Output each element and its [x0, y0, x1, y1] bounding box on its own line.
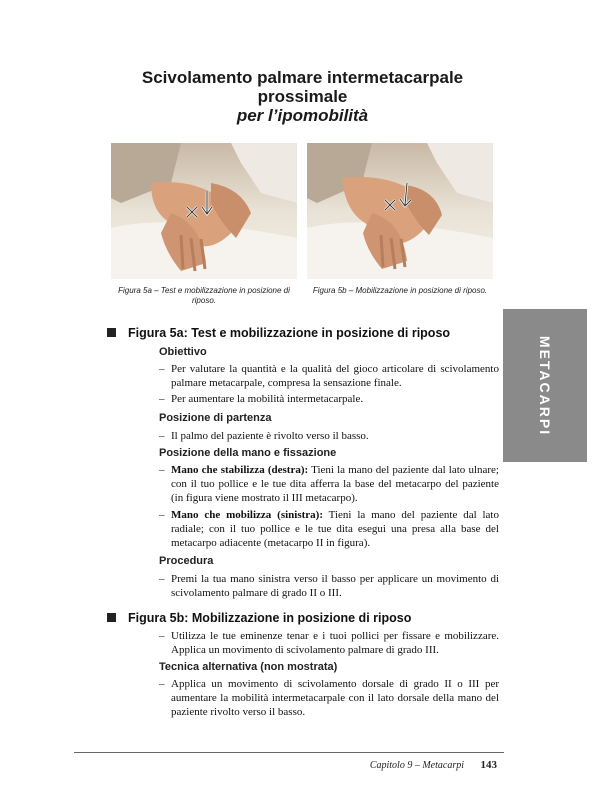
partenza-heading: Posizione di partenza [159, 412, 272, 424]
stabilizza-text: Tieni la mano del paziente dal lato ulnare; con il tuo pollice e le tue dita afferra la base del metacarpo del paziente (in figura viene mostrato il III metacarpo). [171, 464, 499, 504]
figure-5a-photo [111, 143, 297, 279]
mobilizza-lead: Mano che mobilizza (sinistra): [171, 509, 323, 521]
mobilizza-text: Tieni la mano del paziente dal lato radiale; con il tuo pollice e le tue dita esegui una presa alla base del metacarpo adiacente (metacarpo II in figura). [171, 509, 499, 549]
list-item: – Mano che mobilizza (sinistra): Tieni la mano del paziente dal lato radiale; con il tuo pollice e le tue dita esegui una presa alla base del metacarpo adiacente (metacarpo II in figura). [159, 509, 499, 549]
list-item: – Applica un movimento di scivolamento dorsale di grado II o III per aumentare la mobilità intermetacarpale con il lato dorsale della mano del paziente rivolto verso il basso. [159, 678, 499, 718]
obiettivo-heading: Obiettivo [159, 346, 207, 358]
page-title [0, 68, 605, 125]
page-footer [370, 759, 497, 771]
side-tab-label: METACARPI [537, 335, 553, 436]
list-item: – Premi la tua mano sinistra verso il basso per applicare un movimento di scivolamento palmare di grado II o III. [159, 573, 499, 599]
figure-5b-caption: Figura 5b – Mobilizzazione in posizione di riposo. [312, 286, 488, 295]
list-item: – Mano che stabilizza (destra): Tieni la mano del paziente dal lato ulnare; con il tuo pollice e le tue dita afferra la base del metacarpo del paziente (in figura viene mostrato il III metacarpo). [159, 464, 499, 504]
list-item: – Il palmo del paziente è rivolto verso il basso. [159, 430, 369, 442]
list-item: – Per aumentare la mobilità intermetacarpale. [159, 393, 364, 405]
figure-5b-photo [307, 143, 493, 279]
list-item: – Per valutare la quantità e la qualità del gioco articolare di scivolamento palmare metacarpale, compresa la sensazione finale. [159, 363, 499, 389]
footer-separator: – [414, 760, 420, 771]
section-5a-heading [107, 326, 450, 340]
chapter-side-tab [503, 309, 587, 462]
mano-heading: Posizione della mano e fissazione [159, 447, 337, 459]
title-line-1: Scivolamento palmare intermetacarpale [141, 68, 464, 87]
list-item: – Utilizza le tue eminenze tenar e i tuoi pollici per fissare e mobilizzare. Applica un movimento di scivolamento palmare di grado III. [159, 630, 499, 656]
bullet-square-icon [107, 613, 116, 622]
section-5a-heading-text: Figura 5a: Test e mobilizzazione in posizione di riposo [128, 326, 451, 340]
section-5b-heading-text: Figura 5b: Mobilizzazione in posizione di riposo [128, 611, 412, 625]
footer-chapter-name: Metacarpi [422, 760, 464, 771]
alternativa-heading: Tecnica alternativa (non mostrata) [159, 661, 338, 673]
footer-chapter: Capitolo 9 [369, 760, 413, 771]
page-number: 143 [480, 759, 497, 771]
bullet-square-icon [107, 328, 116, 337]
stabilizza-lead: Mano che stabilizza (destra): [171, 464, 309, 476]
procedura-heading: Procedura [159, 555, 214, 567]
footer-rule [74, 752, 504, 753]
figure-5a-caption: Figura 5a – Test e mobilizzazione in posizione di riposo. [118, 286, 290, 305]
title-line-2: prossimale [257, 87, 348, 106]
section-5b-heading [107, 611, 411, 625]
title-line-3: per l’ipomobilità [236, 106, 369, 125]
